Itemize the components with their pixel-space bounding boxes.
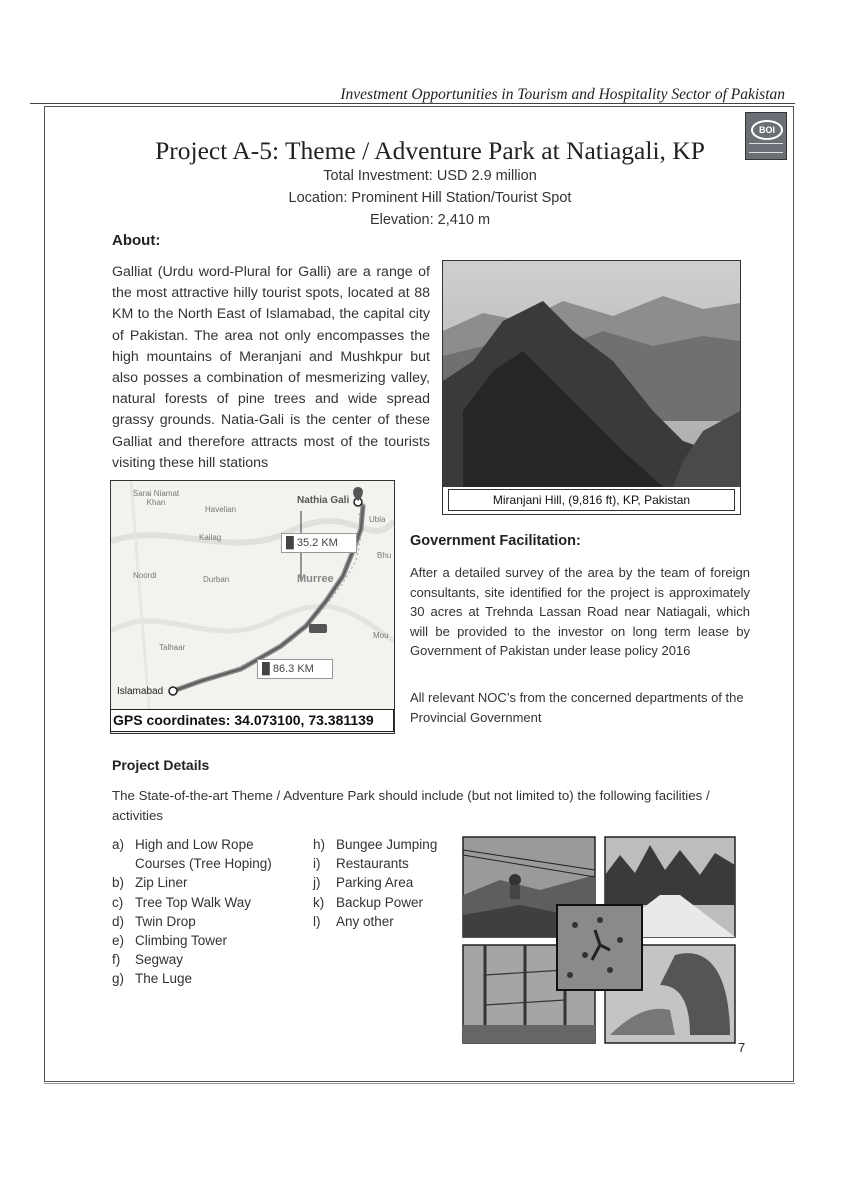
total-investment: Total Investment: USD 2.9 million <box>323 168 537 184</box>
boi-logo-text: BOI <box>751 120 783 140</box>
list-item <box>313 854 453 873</box>
about-paragraph: Galliat (Urdu word-Plural for Galli) are a range of the most attractive hilly tourist spots, located at 88 KM to the North East of Islamabad, the capital city of Pakistan. The area not only encompasses the high mountains of Meranjani and Mushkpur but also posses a combination of mesmerizing valley, natural forests of pine trees and wide spread grassy grounds. Natia-Gali is the center of these Galliat and therefore attracts most of the tourists visiting these hill stations <box>112 264 430 471</box>
running-header: Investment Opportunities in Tourism and Hospitality Sector of Pakistan <box>340 86 785 103</box>
car-icon: █ <box>262 663 270 675</box>
project-details-intro: The State-of-the-art Theme / Adventure Park should include (but not limited to) the following facilities / activities <box>112 788 710 823</box>
about-heading: About: <box>112 232 161 249</box>
list-item <box>112 912 287 931</box>
list-item <box>313 835 453 854</box>
route-map <box>110 480 395 734</box>
place-havelian: Havelian <box>205 505 237 514</box>
place-murree: Murree <box>297 573 334 585</box>
list-text: Bungee Jumping <box>336 837 438 852</box>
list-text: Zip Liner <box>135 875 188 891</box>
list-text: Restaurants <box>336 856 409 872</box>
list-marker: e) <box>112 933 125 949</box>
header-rule <box>30 103 795 104</box>
facilities-list-left <box>112 835 287 989</box>
car-icon: █ <box>286 537 294 549</box>
government-paragraph-1: After a detailed survey of the area by the team of foreign consultants, site identified for the project is approximately 30 acres at Trehnda Lassan Road near Natiagali, which will be provided to the investor on long term lease by Government of Pakistan under lease policy 2016 <box>410 565 750 658</box>
list-text: Parking Area <box>336 875 414 891</box>
place-mou: Mou <box>373 631 389 640</box>
list-item <box>313 873 453 892</box>
list-text: Segway <box>135 952 184 968</box>
collage-image <box>460 835 740 1047</box>
list-item <box>112 931 287 950</box>
list-text: Twin Drop <box>135 913 196 929</box>
list-marker: h) <box>313 837 326 852</box>
distance-label-2 <box>257 659 333 679</box>
place-sarai-niamat-khan: Sarai Niamat Khan <box>132 489 180 507</box>
list-marker: b) <box>112 875 125 891</box>
list-marker: d) <box>112 913 125 929</box>
place-noordi: Noordi <box>133 571 157 580</box>
list-item <box>112 893 287 912</box>
list-marker: f) <box>112 952 121 968</box>
mountain-image <box>443 261 740 487</box>
list-marker: a) <box>112 837 125 852</box>
place-talhaar: Talhaar <box>159 643 186 652</box>
government-facilitation-heading: Government Facilitation: <box>410 533 581 549</box>
list-marker: i) <box>313 856 321 872</box>
list-marker: k) <box>313 894 325 910</box>
place-durban: Durban <box>203 575 230 584</box>
list-text: High and Low Rope Courses (Tree Hoping) <box>135 837 272 872</box>
list-text: Climbing Tower <box>135 933 228 949</box>
list-item <box>112 873 287 892</box>
list-text: Any other <box>336 913 394 929</box>
facilities-list-right <box>313 835 453 931</box>
page-number: 7 <box>738 1040 746 1055</box>
elevation: Elevation: 2,410 m <box>369 212 491 228</box>
list-marker: l) <box>313 913 321 929</box>
place-nathia-gali: Nathia Gali <box>297 495 350 506</box>
photo-caption: Miranjani Hill, (9,816 ft), KP, Pakistan <box>448 489 735 511</box>
list-text: Tree Top Walk Way <box>135 894 252 910</box>
list-item <box>112 969 287 988</box>
frame-shadow-rule <box>44 1083 795 1084</box>
miranjani-hill-photo <box>442 260 741 515</box>
list-text: The Luge <box>135 971 193 987</box>
activities-photo-collage <box>460 835 740 1047</box>
project-title: Project A-5: Theme / Adventure Park at Natiagali, KP <box>155 136 705 165</box>
list-item <box>313 912 453 931</box>
list-text: Backup Power <box>336 894 424 910</box>
distance-value-2: 86.3 KM <box>272 663 314 675</box>
gps-coordinates: GPS coordinates: 34.073100, 73.381139 <box>110 709 394 732</box>
location: Location: Prominent Hill Station/Tourist Spot <box>288 190 572 206</box>
government-paragraph-2: All relevant NOC’s from the concerned departments of the Provincial Government <box>410 690 744 725</box>
project-details-heading: Project Details <box>112 757 210 773</box>
place-ubla: Ubla <box>369 515 386 524</box>
list-item <box>313 893 453 912</box>
list-marker: j) <box>313 875 321 891</box>
list-marker: g) <box>112 971 125 987</box>
list-item <box>112 950 287 969</box>
place-bhu: Bhu <box>377 551 392 560</box>
place-kailag: Kailag <box>199 533 222 542</box>
list-item <box>112 835 287 873</box>
distance-label-1 <box>281 533 357 553</box>
distance-value-1: 35.2 KM <box>296 537 338 549</box>
place-islamabad: Islamabad <box>117 686 164 697</box>
list-marker: c) <box>112 894 124 910</box>
